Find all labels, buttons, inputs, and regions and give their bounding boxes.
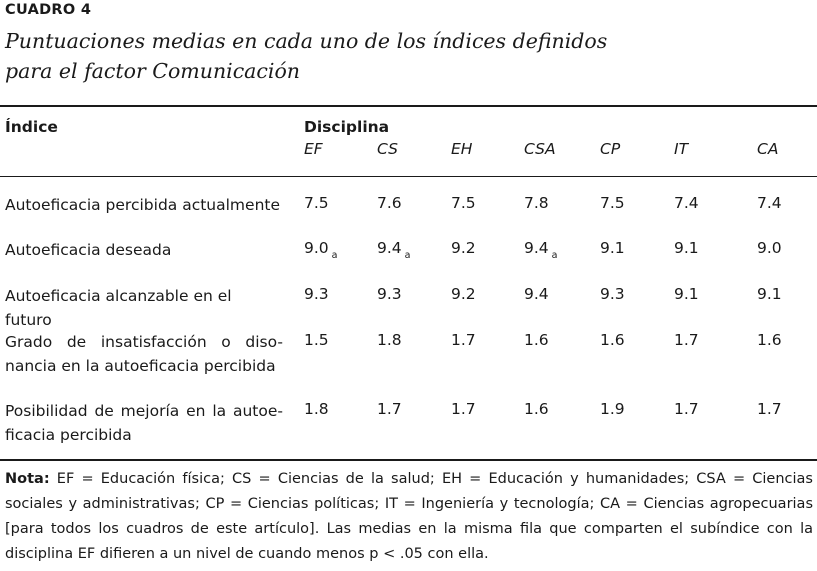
table-cell <box>600 331 625 349</box>
table-cell <box>600 239 625 257</box>
row-label <box>5 238 283 262</box>
table-cell <box>524 331 549 349</box>
row-label <box>5 193 283 217</box>
table-cell <box>451 285 476 303</box>
cell-value: 9.1 <box>600 239 625 257</box>
row-label <box>5 284 283 332</box>
row-label-line: Autoeficacia alcanzable en el futuro <box>5 287 232 329</box>
cell-value: 9.3 <box>600 285 625 303</box>
table-cell <box>674 400 699 418</box>
index-header: Índice <box>5 118 58 136</box>
title-line-1: Puntuaciones medias en cada uno de los índices definidos <box>5 29 608 53</box>
cell-value: 9.3 <box>304 285 329 303</box>
table-cell <box>377 194 402 212</box>
title-line-2: para el factor Comunicación <box>5 59 300 83</box>
discipline-header: Disciplina <box>304 118 390 136</box>
table-label: CUADRO 4 <box>5 2 92 18</box>
cell-value: 1.7 <box>674 400 699 418</box>
cell-value: 1.5 <box>304 331 329 349</box>
cell-value: 9.0 <box>304 239 329 257</box>
header-rule <box>0 176 817 177</box>
cell-value: 1.7 <box>757 400 782 418</box>
cell-value: 7.5 <box>304 194 329 212</box>
cell-value: 1.6 <box>757 331 782 349</box>
table-cell <box>524 285 549 303</box>
table-cell <box>524 239 558 261</box>
column-header-ca: CA <box>757 140 779 158</box>
table-cell <box>757 239 782 257</box>
column-header-csa: CSA <box>524 140 556 158</box>
cell-value: 1.8 <box>304 400 329 418</box>
table-cell <box>451 400 476 418</box>
table-note <box>5 467 813 567</box>
table-cell <box>524 400 549 418</box>
column-header-cp: CP <box>600 140 621 158</box>
cell-value: 1.8 <box>377 331 402 349</box>
cell-value: 9.0 <box>757 239 782 257</box>
table-cell <box>377 400 402 418</box>
row-label-line: Posibilidad de mejoría en la autoe- <box>5 402 283 420</box>
cell-value: 1.6 <box>524 400 549 418</box>
table-cell <box>451 239 476 257</box>
table-cell <box>377 285 402 303</box>
cell-value: 9.2 <box>451 239 476 257</box>
table-cell <box>524 194 549 212</box>
table-cell <box>304 400 329 418</box>
table-cell <box>377 331 402 349</box>
note-text: EF = Educación física; CS = Ciencias de la salud; EH = Educación y humanidades; CSA = Ciencias sociales y administrativas; CP = Ciencias políticas; IT = Ingeniería y tecnología; CA = Ciencias agropecuarias [para todos los cuadros de este artículo]. Las medias en la misma fila que comparten el subíndice con la disciplina EF difieren a un nivel de cuando menos p < .05 con ella. <box>5 471 813 562</box>
row-label-line: Grado de insatisfacción o diso- <box>5 333 283 351</box>
table-cell <box>757 331 782 349</box>
cell-subscript: a <box>551 250 558 261</box>
cell-value: 7.8 <box>524 194 549 212</box>
table-cell <box>304 194 329 212</box>
table-cell <box>304 239 338 261</box>
table-cell <box>674 194 699 212</box>
table-cell <box>600 285 625 303</box>
table-cell <box>674 239 699 257</box>
table-title <box>5 26 805 86</box>
row-label <box>5 330 283 378</box>
table-cell <box>304 285 329 303</box>
table-cell <box>600 400 625 418</box>
cell-value: 9.4 <box>524 239 549 257</box>
cell-value: 7.6 <box>377 194 402 212</box>
cell-value: 9.3 <box>377 285 402 303</box>
cell-value: 9.4 <box>524 285 549 303</box>
cell-value: 9.1 <box>674 285 699 303</box>
table-cell <box>600 194 625 212</box>
column-header-it: IT <box>674 140 689 158</box>
table-cell <box>304 331 329 349</box>
cell-value: 1.7 <box>674 331 699 349</box>
cell-value: 1.9 <box>600 400 625 418</box>
table-cell <box>674 285 699 303</box>
cell-subscript: a <box>331 250 338 261</box>
cell-value: 1.7 <box>377 400 402 418</box>
column-header-ef: EF <box>304 140 323 158</box>
row-label <box>5 399 283 447</box>
cell-value: 7.5 <box>600 194 625 212</box>
cell-value: 7.4 <box>674 194 699 212</box>
table-cell <box>451 194 476 212</box>
bottom-rule <box>0 459 817 461</box>
note-lead: Nota: <box>5 471 50 487</box>
cell-subscript: a <box>404 250 411 261</box>
cell-value: 9.2 <box>451 285 476 303</box>
cell-value: 1.6 <box>600 331 625 349</box>
cell-value: 1.6 <box>524 331 549 349</box>
row-label-line: Autoeficacia deseada <box>5 241 172 259</box>
table-cell <box>757 285 782 303</box>
cell-value: 7.4 <box>757 194 782 212</box>
row-label-line: Autoeficacia percibida actualmente <box>5 196 281 214</box>
cell-value: 1.7 <box>451 400 476 418</box>
cell-value: 1.7 <box>451 331 476 349</box>
cell-value: 7.5 <box>451 194 476 212</box>
column-header-cs: CS <box>377 140 398 158</box>
row-label-line: ficacia percibida <box>5 426 132 444</box>
top-rule <box>0 105 817 107</box>
column-header-eh: EH <box>451 140 473 158</box>
table-cell <box>757 194 782 212</box>
row-label-line: nancia en la autoeficacia percibida <box>5 357 276 375</box>
cell-value: 9.1 <box>757 285 782 303</box>
cell-value: 9.1 <box>674 239 699 257</box>
table-cell <box>674 331 699 349</box>
table-cell <box>451 331 476 349</box>
table-cell <box>757 400 782 418</box>
table-cell <box>377 239 411 261</box>
cell-value: 9.4 <box>377 239 402 257</box>
